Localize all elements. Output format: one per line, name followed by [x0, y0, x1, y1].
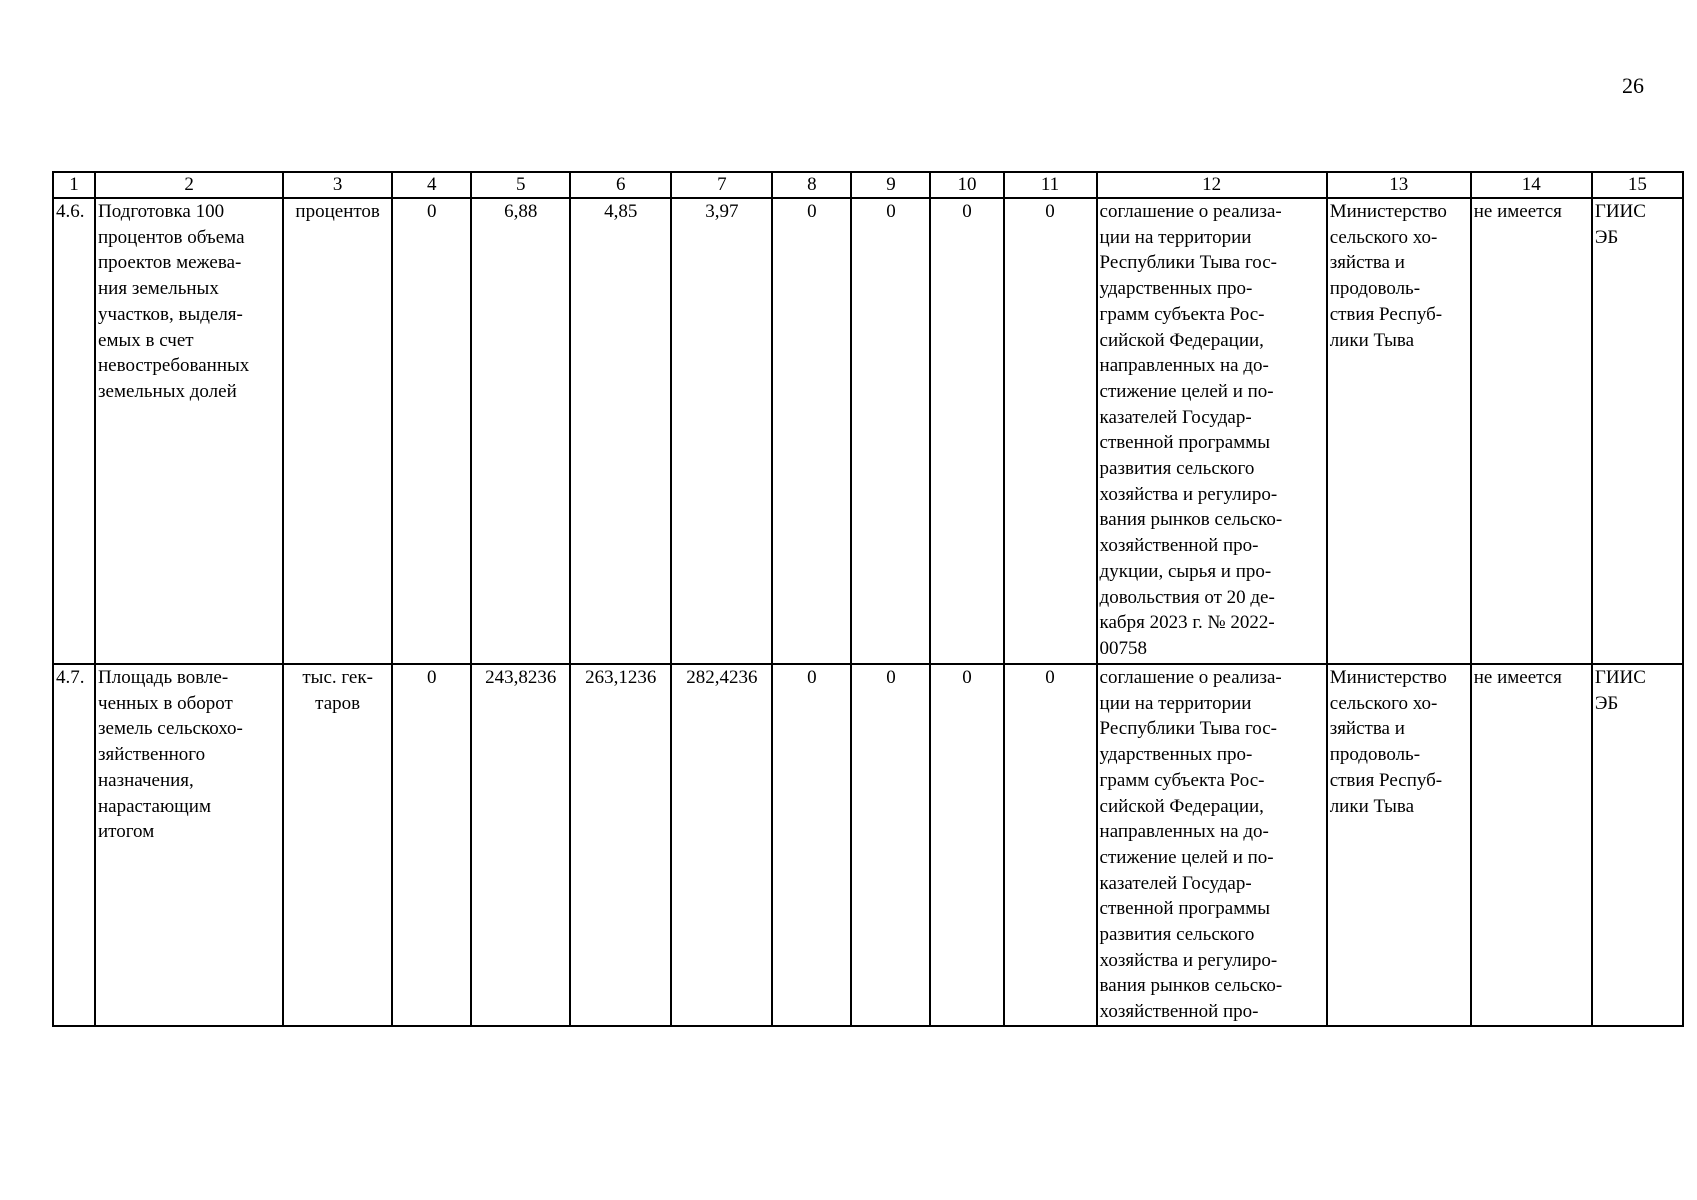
value-col-5: 243,8236: [471, 664, 570, 1026]
column-number-5: 5: [471, 172, 570, 198]
value-col-7: 282,4236: [671, 664, 772, 1026]
responsible-body: Министерство сельского хо- зяйства и продоволь- ствия Респуб- лики Тыва: [1327, 664, 1471, 1026]
responsible-body: Министерство сельского хо- зяйства и продоволь- ствия Респуб- лики Тыва: [1327, 198, 1471, 664]
value-col-6: 263,1236: [570, 664, 671, 1026]
value-col-11: 0: [1004, 198, 1097, 664]
table-row: [53, 198, 1683, 664]
value-col-9: 0: [851, 664, 930, 1026]
column-number-2: 2: [95, 172, 283, 198]
value-col-8: 0: [772, 198, 851, 664]
indicators-table: [52, 171, 1684, 1027]
value-col-5: 6,88: [471, 198, 570, 664]
column-number-3: 3: [283, 172, 392, 198]
value-col-7: 3,97: [671, 198, 772, 664]
value-col-8: 0: [772, 664, 851, 1026]
value-col-10: 0: [930, 664, 1003, 1026]
value-col-4: 0: [392, 198, 471, 664]
column-number-9: 9: [851, 172, 930, 198]
column-number-15: 15: [1592, 172, 1683, 198]
indicator-name: Подготовка 100 процентов объема проектов межева- ния земельных участков, выделя- емых в счет невостребованных земельных долей: [95, 198, 283, 664]
value-col-9: 0: [851, 198, 930, 664]
column-number-10: 10: [930, 172, 1003, 198]
unit-of-measure: процентов: [283, 198, 392, 664]
column-number-8: 8: [772, 172, 851, 198]
basis-document: соглашение о реализа- ции на территории Республики Тыва гос- ударственных про- грамм субъекта Рос- сийской Федерации, направленных на до- стижение целей и по- казателей Государ- ственной программы развития сельского хозяйства и регулиро- вания рынков сельско- хозяйственной про- дукции, сырья и про- довольствия от 20 де- кабря 2023 г. № 2022- 00758: [1097, 198, 1327, 664]
value-col-14: не имеется: [1471, 664, 1592, 1026]
value-col-4: 0: [392, 664, 471, 1026]
value-col-14: не имеется: [1471, 198, 1592, 664]
unit-of-measure: тыс. гек- таров: [283, 664, 392, 1026]
column-number-6: 6: [570, 172, 671, 198]
column-number-14: 14: [1471, 172, 1592, 198]
row-number: 4.6.: [53, 198, 95, 664]
indicator-name: Площадь вовле- ченных в оборот земель сельскохо- зяйственного назначения, нарастающим итогом: [95, 664, 283, 1026]
column-number-1: 1: [53, 172, 95, 198]
value-col-10: 0: [930, 198, 1003, 664]
table-row: [53, 664, 1683, 1026]
column-number-13: 13: [1327, 172, 1471, 198]
row-number: 4.7.: [53, 664, 95, 1026]
page-number: 26: [1622, 73, 1644, 98]
column-number-11: 11: [1004, 172, 1097, 198]
basis-document: соглашение о реализа- ции на территории Республики Тыва гос- ударственных про- грамм субъекта Рос- сийской Федерации, направленных на до- стижение целей и по- казателей Государ- ственной программы развития сельского хозяйства и регулиро- вания рынков сельско- хозяйственной про-: [1097, 664, 1327, 1026]
table-header-row: [53, 172, 1683, 198]
info-system: ГИИС ЭБ: [1592, 198, 1683, 664]
column-number-12: 12: [1097, 172, 1327, 198]
value-col-6: 4,85: [570, 198, 671, 664]
value-col-11: 0: [1004, 664, 1097, 1026]
column-number-7: 7: [671, 172, 772, 198]
column-number-4: 4: [392, 172, 471, 198]
info-system: ГИИС ЭБ: [1592, 664, 1683, 1026]
